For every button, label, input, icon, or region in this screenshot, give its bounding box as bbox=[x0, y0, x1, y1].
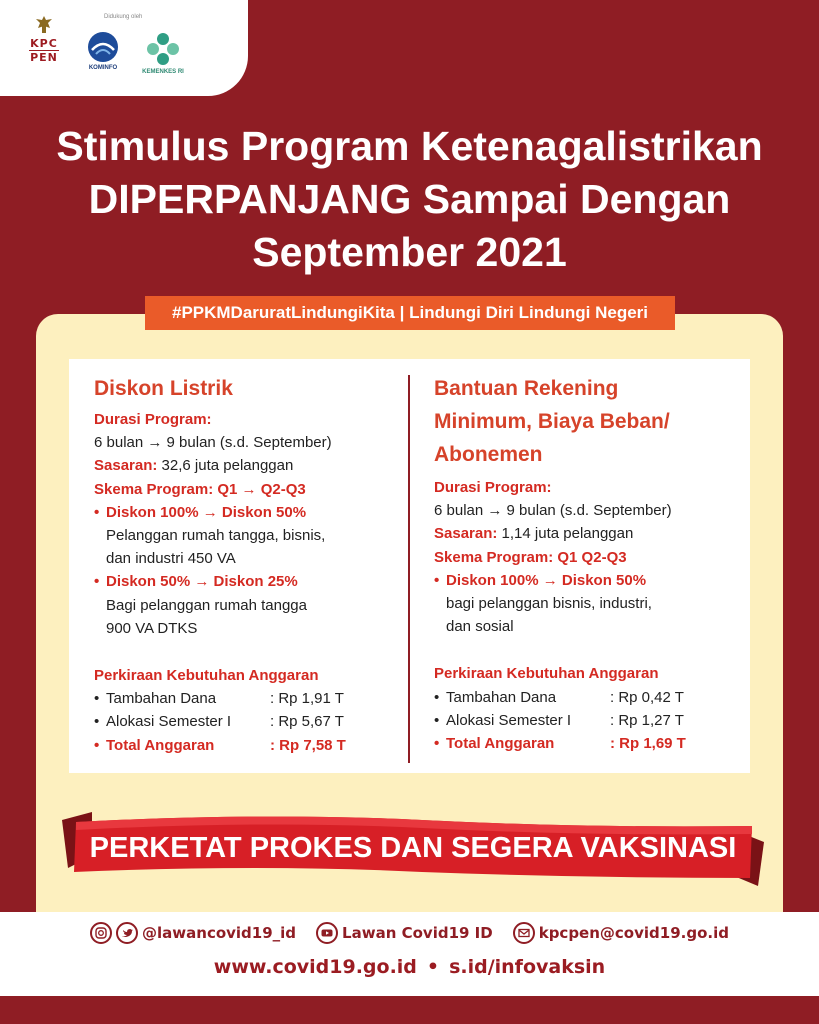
left-budget-row bbox=[94, 710, 404, 733]
budget-label: Tambahan Dana bbox=[106, 690, 217, 708]
budget-value: : Rp 1,27 T bbox=[610, 711, 684, 729]
right-budget-row bbox=[434, 686, 744, 709]
bullet-dot: • bbox=[94, 690, 100, 708]
right-durasi-value: 6 bulan → 9 bulan (s.d. September) bbox=[434, 502, 672, 520]
budget-value: : Rp 1,91 T bbox=[270, 690, 344, 708]
kpcpen-line2: PEN bbox=[30, 51, 58, 64]
social-links bbox=[0, 918, 819, 948]
left-bullet2-text: Diskon 50% → Diskon 25% bbox=[106, 573, 298, 591]
infovaksin-link[interactable]: s.id/infovaksin bbox=[449, 956, 606, 978]
diskon-listrik-column bbox=[94, 372, 404, 757]
right-sasaran-value: 1,14 juta pelanggan bbox=[497, 525, 634, 543]
bottom-band bbox=[0, 996, 819, 1024]
kemenkes-icon bbox=[144, 30, 182, 68]
budget-label: Total Anggaran bbox=[446, 735, 555, 753]
left-bullet2 bbox=[94, 570, 404, 593]
spacer bbox=[94, 640, 404, 664]
social-handle-group[interactable] bbox=[90, 922, 296, 944]
budget-label: Alokasi Semester I bbox=[106, 713, 232, 731]
left-sasaran-label: Sasaran: bbox=[94, 457, 158, 475]
right-heading-line2: Minimum, Biaya Beban/ bbox=[434, 410, 670, 433]
kemenkes-logo bbox=[140, 30, 186, 75]
right-budget-total-row bbox=[434, 732, 744, 755]
website-link[interactable]: www.covid19.go.id bbox=[213, 956, 417, 978]
left-budget-total-row bbox=[94, 734, 404, 757]
title-line3: September 2021 bbox=[252, 229, 567, 275]
left-bullet1-desc1: Pelanggan rumah tangga, bisnis, bbox=[106, 527, 326, 545]
title-line1: Stimulus Program Ketenagalistrikan bbox=[56, 123, 763, 169]
left-bullet1 bbox=[94, 501, 404, 524]
budget-label: Total Anggaran bbox=[106, 736, 215, 754]
instagram-icon[interactable] bbox=[90, 922, 112, 944]
left-sasaran bbox=[94, 454, 404, 477]
budget-label: Alokasi Semester I bbox=[446, 711, 572, 729]
bullet-dot: • bbox=[434, 688, 440, 706]
right-budget-heading: Perkiraan Kebutuhan Anggaran bbox=[434, 665, 659, 683]
link-separator: • bbox=[426, 956, 440, 978]
right-bullet1-desc2: dan sosial bbox=[446, 618, 514, 636]
left-sasaran-value: 32,6 juta pelanggan bbox=[157, 457, 294, 475]
right-sasaran-label: Sasaran: bbox=[434, 525, 498, 543]
right-durasi-label: Durasi Program: bbox=[434, 479, 552, 496]
kemenkes-caption: KEMENKES RI bbox=[142, 69, 184, 75]
bullet-dot: • bbox=[94, 503, 100, 521]
bantuan-rekening-column bbox=[434, 372, 744, 755]
right-budget-row bbox=[434, 709, 744, 732]
right-bullet1 bbox=[434, 569, 744, 592]
title-line2: DIPERPANJANG Sampai Dengan bbox=[88, 176, 731, 222]
right-skema: Skema Program: Q1 Q2-Q3 bbox=[434, 548, 627, 566]
bullet-dot: • bbox=[94, 713, 100, 731]
youtube-channel[interactable]: Lawan Covid19 ID bbox=[342, 924, 493, 942]
right-bullet1-desc1: bagi pelanggan bisnis, industri, bbox=[446, 595, 652, 613]
kpcpen-logo bbox=[22, 14, 66, 63]
budget-value: : Rp 0,42 T bbox=[610, 688, 684, 706]
left-bullet1-text: Diskon 100% → Diskon 50% bbox=[106, 503, 307, 521]
right-heading-line1: Bantuan Rekening bbox=[434, 377, 619, 400]
website-links bbox=[0, 952, 819, 982]
right-bullet1-text: Diskon 100% → Diskon 50% bbox=[446, 571, 647, 589]
right-heading-line3: Abonemen bbox=[434, 443, 543, 466]
budget-label: Tambahan Dana bbox=[446, 688, 557, 706]
kominfo-logo bbox=[82, 30, 124, 71]
kpcpen-line1: KPC bbox=[30, 37, 58, 50]
left-durasi-value: 6 bulan → 9 bulan (s.d. September) bbox=[94, 434, 332, 452]
kominfo-caption: KOMINFO bbox=[88, 65, 118, 71]
bullet-dot: • bbox=[434, 711, 440, 729]
left-skema: Skema Program: Q1 → Q2-Q3 bbox=[94, 480, 306, 498]
hashtag-banner: #PPKMDaruratLindungiKita | Lindungi Diri Lindungi Negeri bbox=[145, 296, 675, 330]
budget-value: : Rp 7,58 T bbox=[270, 736, 346, 754]
garuda-icon bbox=[33, 14, 55, 36]
bullet-dot: • bbox=[94, 573, 100, 591]
youtube-icon[interactable] bbox=[316, 922, 338, 944]
column-divider bbox=[408, 375, 410, 763]
email-icon[interactable] bbox=[513, 922, 535, 944]
page-title bbox=[40, 120, 779, 279]
kominfo-icon bbox=[86, 30, 120, 64]
left-bullet1-desc2: dan industri 450 VA bbox=[106, 550, 236, 568]
social-handle[interactable]: @lawancovid19_id bbox=[142, 924, 297, 942]
budget-value: : Rp 5,67 T bbox=[270, 713, 344, 731]
supported-by-label: Didukung oleh bbox=[104, 14, 143, 20]
bullet-dot: • bbox=[434, 735, 440, 753]
email-group[interactable] bbox=[513, 922, 729, 944]
youtube-group[interactable] bbox=[316, 922, 493, 944]
twitter-icon[interactable] bbox=[116, 922, 138, 944]
ribbon-text: PERKETAT PROKES DAN SEGERA VAKSINASI bbox=[89, 832, 737, 864]
left-heading: Diskon Listrik bbox=[94, 377, 233, 400]
left-durasi-label: Durasi Program: bbox=[94, 411, 212, 428]
left-budget-heading: Perkiraan Kebutuhan Anggaran bbox=[94, 667, 319, 685]
left-bullet2-desc1: Bagi pelanggan rumah tangga bbox=[106, 596, 307, 614]
bullet-dot: • bbox=[434, 571, 440, 589]
spacer bbox=[434, 638, 744, 662]
right-sasaran bbox=[434, 522, 744, 545]
left-bullet2-desc2: 900 VA DTKS bbox=[106, 619, 198, 637]
budget-value: : Rp 1,69 T bbox=[610, 735, 686, 753]
bullet-dot: • bbox=[94, 736, 100, 754]
left-budget-row bbox=[94, 687, 404, 710]
email-address[interactable]: kpcpen@covid19.go.id bbox=[538, 924, 729, 942]
